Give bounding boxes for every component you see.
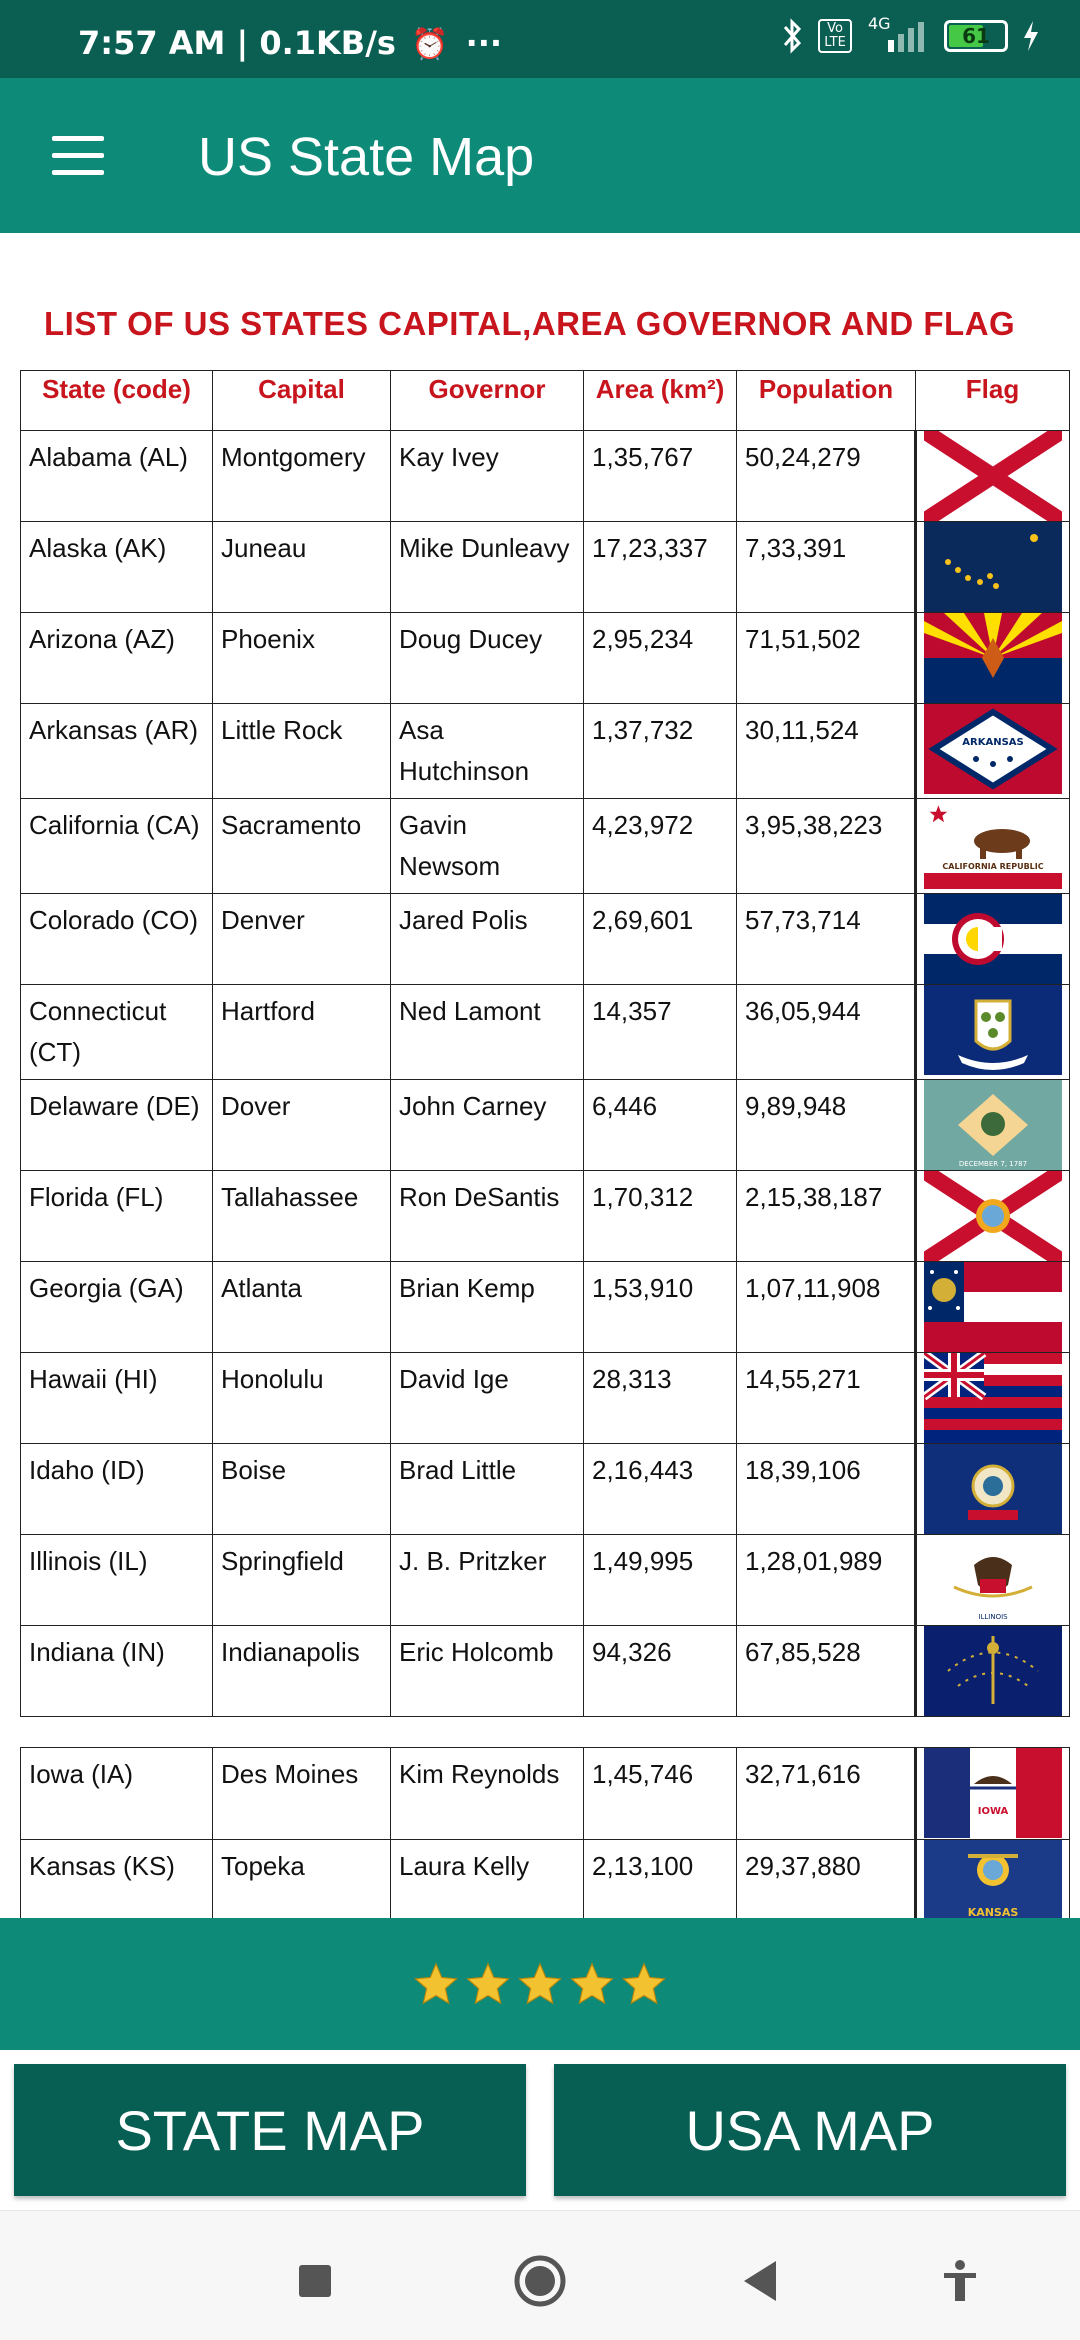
governor-cell: Brian Kemp xyxy=(391,1262,584,1353)
table-row xyxy=(21,799,1070,894)
capital-cell: Atlanta xyxy=(213,1262,391,1353)
state-cell: Alabama (AL) xyxy=(21,431,213,522)
table-row xyxy=(21,1840,1070,1919)
state-cell: Connecticut (CT) xyxy=(21,985,213,1080)
header-flag: Flag xyxy=(916,371,1070,431)
bluetooth-icon xyxy=(782,18,804,54)
charging-icon xyxy=(1022,21,1040,51)
more-notifications-icon: ··· xyxy=(465,24,503,62)
governor-cell: Ned Lamont xyxy=(391,985,584,1080)
rating-star-icon[interactable] xyxy=(569,1961,615,2007)
back-icon[interactable] xyxy=(730,2251,790,2311)
flag-cell xyxy=(916,1353,1070,1444)
area-cell: 6,446 xyxy=(584,1080,737,1171)
capital-cell: Boise xyxy=(213,1444,391,1535)
area-cell: 2,16,443 xyxy=(584,1444,737,1535)
hawaii-flag-icon xyxy=(924,1353,1062,1443)
alabama-flag-icon xyxy=(924,431,1062,521)
population-cell: 7,33,391 xyxy=(737,522,916,613)
state-cell: Alaska (AK) xyxy=(21,522,213,613)
flag-cell xyxy=(916,985,1070,1080)
header-capital: Capital xyxy=(213,371,391,431)
area-cell: 2,13,100 xyxy=(584,1840,737,1919)
svg-text:IOWA: IOWA xyxy=(977,1806,1009,1817)
governor-cell: Asa Hutchinson xyxy=(391,704,584,799)
state-cell: Delaware (DE) xyxy=(21,1080,213,1171)
governor-cell: Brad Little xyxy=(391,1444,584,1535)
flag-cell xyxy=(916,1748,1070,1840)
governor-cell: John Carney xyxy=(391,1080,584,1171)
table-row xyxy=(21,985,1070,1080)
population-cell: 9,89,948 xyxy=(737,1080,916,1171)
delaware-flag-icon xyxy=(924,1080,1062,1170)
state-cell: Arkansas (AR) xyxy=(21,704,213,799)
capital-cell: Montgomery xyxy=(213,431,391,522)
usa-map-button[interactable]: USA MAP xyxy=(554,2064,1066,2196)
area-cell: 2,69,601 xyxy=(584,894,737,985)
states-table xyxy=(20,370,1070,1717)
table-row xyxy=(21,431,1070,522)
arizona-flag-icon xyxy=(924,613,1062,703)
flag-cell xyxy=(916,1840,1070,1919)
capital-cell: Phoenix xyxy=(213,613,391,704)
governor-cell: Ron DeSantis xyxy=(391,1171,584,1262)
state-cell: Iowa (IA) xyxy=(21,1748,213,1840)
flag-cell xyxy=(916,613,1070,704)
table-row xyxy=(21,1262,1070,1353)
flag-cell xyxy=(916,431,1070,522)
area-cell: 1,53,910 xyxy=(584,1262,737,1353)
flag-cell xyxy=(916,1262,1070,1353)
population-cell: 57,73,714 xyxy=(737,894,916,985)
state-map-button[interactable]: STATE MAP xyxy=(14,2064,526,2196)
governor-cell: Jared Polis xyxy=(391,894,584,985)
population-cell: 50,24,279 xyxy=(737,431,916,522)
georgia-flag-icon xyxy=(924,1262,1062,1352)
capital-cell: Topeka xyxy=(213,1840,391,1919)
battery-icon xyxy=(944,20,1008,52)
header-area: Area (km²) xyxy=(584,371,737,431)
governor-cell: Kay Ivey xyxy=(391,431,584,522)
area-cell: 1,70,312 xyxy=(584,1171,737,1262)
header-population: Population xyxy=(737,371,916,431)
battery-level: 61 xyxy=(962,24,990,48)
svg-text:CALIFORNIA REPUBLIC: CALIFORNIA REPUBLIC xyxy=(942,862,1044,871)
capital-cell: Juneau xyxy=(213,522,391,613)
home-icon[interactable] xyxy=(510,2251,570,2311)
kansas-flag-icon xyxy=(924,1840,1062,1918)
flag-cell xyxy=(916,1535,1070,1626)
governor-cell: Doug Ducey xyxy=(391,613,584,704)
population-cell: 3,95,38,223 xyxy=(737,799,916,894)
volte-icon: Vo LTE xyxy=(818,19,852,53)
state-cell: Georgia (GA) xyxy=(21,1262,213,1353)
state-cell: Kansas (KS) xyxy=(21,1840,213,1919)
colorado-flag-icon xyxy=(924,894,1062,984)
population-cell: 18,39,106 xyxy=(737,1444,916,1535)
governor-cell: Kim Reynolds xyxy=(391,1748,584,1840)
states-table-continued xyxy=(20,1747,1070,1918)
capital-cell: Little Rock xyxy=(213,704,391,799)
state-cell: California (CA) xyxy=(21,799,213,894)
population-cell: 1,07,11,908 xyxy=(737,1262,916,1353)
state-cell: Idaho (ID) xyxy=(21,1444,213,1535)
iowa-flag-icon xyxy=(924,1748,1062,1838)
population-cell: 67,85,528 xyxy=(737,1626,916,1717)
california-flag-icon xyxy=(924,799,1062,889)
capital-cell: Sacramento xyxy=(213,799,391,894)
flag-cell xyxy=(916,1444,1070,1535)
flag-cell xyxy=(916,799,1070,894)
table-row xyxy=(21,1080,1070,1171)
population-cell: 1,28,01,989 xyxy=(737,1535,916,1626)
status-icons xyxy=(782,14,1040,54)
table-row xyxy=(21,1171,1070,1262)
status-time xyxy=(78,24,502,62)
table-row xyxy=(21,1444,1070,1535)
bottom-buttons xyxy=(0,2050,1080,2210)
governor-cell: Gavin Newsom xyxy=(391,799,584,894)
svg-text:DECEMBER 7, 1787: DECEMBER 7, 1787 xyxy=(958,1160,1028,1168)
table-row xyxy=(21,704,1070,799)
network-type: 4G xyxy=(868,14,891,33)
header-state: State (code) xyxy=(21,371,213,431)
header-governor: Governor xyxy=(391,371,584,431)
accessibility-icon[interactable] xyxy=(930,2251,990,2311)
hamburger-menu-icon[interactable] xyxy=(52,136,104,176)
table-row xyxy=(21,894,1070,985)
table-row xyxy=(21,1626,1070,1717)
capital-cell: Dover xyxy=(213,1080,391,1171)
table-row xyxy=(21,522,1070,613)
state-cell: Colorado (CO) xyxy=(21,894,213,985)
capital-cell: Springfield xyxy=(213,1535,391,1626)
capital-cell: Des Moines xyxy=(213,1748,391,1840)
state-cell: Florida (FL) xyxy=(21,1171,213,1262)
rating-star-icon[interactable] xyxy=(413,1961,459,2007)
flag-cell xyxy=(916,1080,1070,1171)
table-row xyxy=(21,1353,1070,1444)
area-cell: 1,45,746 xyxy=(584,1748,737,1840)
area-cell: 2,95,234 xyxy=(584,613,737,704)
svg-text:KANSAS: KANSAS xyxy=(967,1906,1019,1918)
area-cell: 14,357 xyxy=(584,985,737,1080)
flag-cell xyxy=(916,1171,1070,1262)
connecticut-flag-icon xyxy=(924,985,1062,1075)
capital-cell: Hartford xyxy=(213,985,391,1080)
flag-cell xyxy=(916,704,1070,799)
area-cell: 1,49,995 xyxy=(584,1535,737,1626)
rating-star-icon[interactable] xyxy=(465,1961,511,2007)
recent-apps-icon[interactable] xyxy=(285,2251,345,2311)
state-cell: Indiana (IN) xyxy=(21,1626,213,1717)
svg-text:ILLINOIS: ILLINOIS xyxy=(978,1613,1008,1621)
governor-cell: David Ige xyxy=(391,1353,584,1444)
alaska-flag-icon xyxy=(924,522,1062,612)
table-title: LIST OF US STATES CAPITAL,AREA GOVERNOR AND FLAG xyxy=(44,305,1016,342)
table-header-row xyxy=(21,371,1070,431)
table-row xyxy=(21,1748,1070,1840)
app-title: US State Map xyxy=(198,127,535,187)
population-cell: 36,05,944 xyxy=(737,985,916,1080)
population-cell: 2,15,38,187 xyxy=(737,1171,916,1262)
flag-cell xyxy=(916,522,1070,613)
indiana-flag-icon xyxy=(924,1626,1062,1716)
governor-cell: J. B. Pritzker xyxy=(391,1535,584,1626)
governor-cell: Laura Kelly xyxy=(391,1840,584,1919)
capital-cell: Tallahassee xyxy=(213,1171,391,1262)
florida-flag-icon xyxy=(924,1171,1062,1261)
area-cell: 94,326 xyxy=(584,1626,737,1717)
signal-icon xyxy=(866,14,930,54)
table-row xyxy=(21,613,1070,704)
area-cell: 28,313 xyxy=(584,1353,737,1444)
capital-cell: Denver xyxy=(213,894,391,985)
status-bar xyxy=(0,0,1080,78)
flag-cell xyxy=(916,1626,1070,1717)
capital-cell: Indianapolis xyxy=(213,1626,391,1717)
table-row xyxy=(21,1535,1070,1626)
area-cell: 1,37,732 xyxy=(584,704,737,799)
capital-cell: Honolulu xyxy=(213,1353,391,1444)
system-nav-bar xyxy=(0,2210,1080,2340)
area-cell: 17,23,337 xyxy=(584,522,737,613)
area-cell: 1,35,767 xyxy=(584,431,737,522)
idaho-flag-icon xyxy=(924,1444,1062,1534)
rating-star-icon[interactable] xyxy=(621,1961,667,2007)
population-cell: 14,55,271 xyxy=(737,1353,916,1444)
population-cell: 71,51,502 xyxy=(737,613,916,704)
governor-cell: Mike Dunleavy xyxy=(391,522,584,613)
rating-star-icon[interactable] xyxy=(517,1961,563,2007)
population-cell: 32,71,616 xyxy=(737,1748,916,1840)
area-cell: 4,23,972 xyxy=(584,799,737,894)
population-cell: 29,37,880 xyxy=(737,1840,916,1919)
state-cell: Arizona (AZ) xyxy=(21,613,213,704)
state-cell: Hawaii (HI) xyxy=(21,1353,213,1444)
svg-text:ARKANSAS: ARKANSAS xyxy=(962,737,1024,748)
governor-cell: Eric Holcomb xyxy=(391,1626,584,1717)
states-table-view[interactable] xyxy=(0,233,1080,1918)
alarm-icon: ⏰ xyxy=(411,27,449,62)
arkansas-flag-icon xyxy=(924,704,1062,794)
population-cell: 30,11,524 xyxy=(737,704,916,799)
rating-bar[interactable] xyxy=(0,1918,1080,2050)
state-cell: Illinois (IL) xyxy=(21,1535,213,1626)
status-time-text: 7:57 AM | 0.1KB/s xyxy=(78,24,396,62)
illinois-flag-icon xyxy=(924,1535,1062,1625)
app-bar xyxy=(0,78,1080,233)
flag-cell xyxy=(916,894,1070,985)
